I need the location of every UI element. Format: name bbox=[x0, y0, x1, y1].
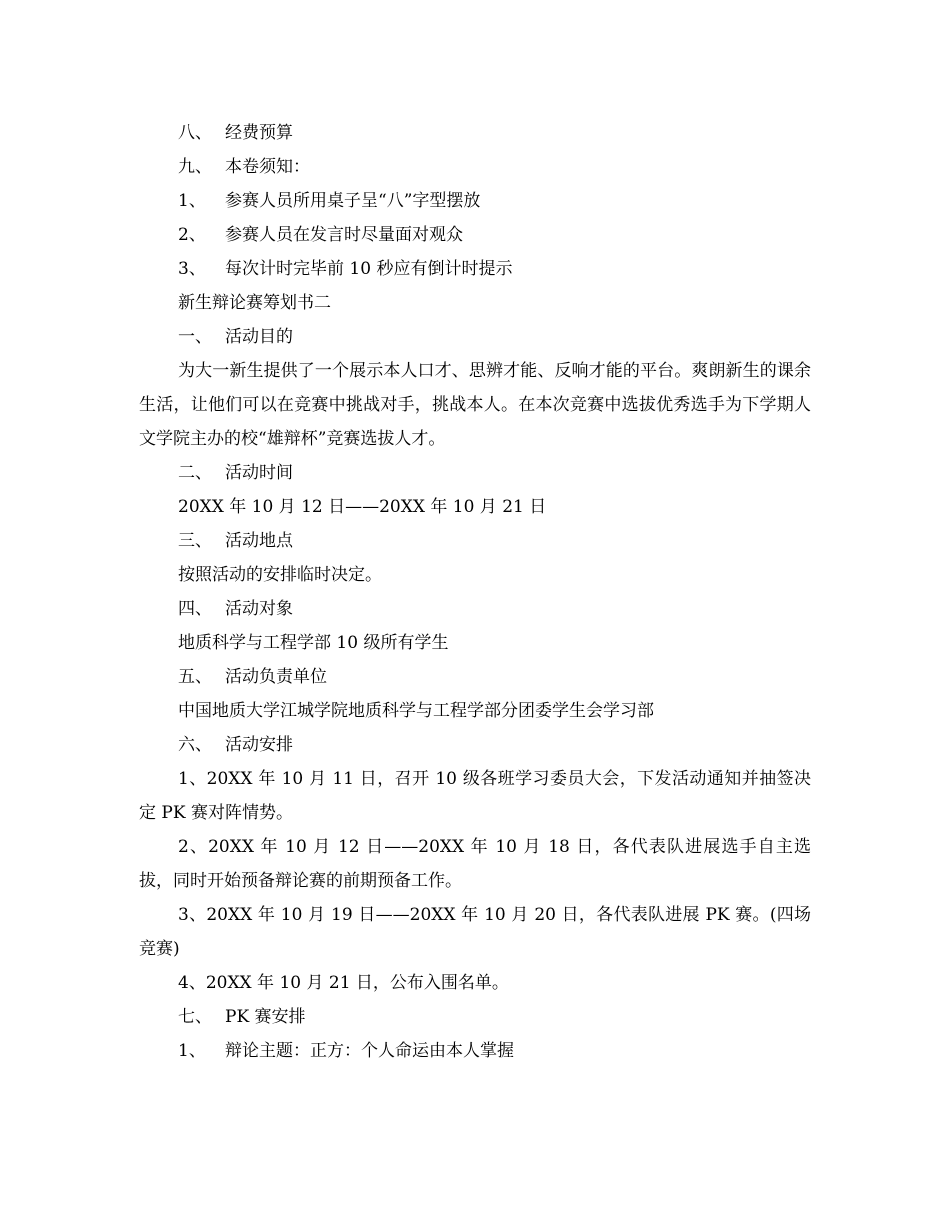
audience-text: 地质科学与工程学部 10 级所有学生 bbox=[178, 633, 449, 653]
time-text: 20XX 年 10 月 12 日——20XX 年 10 月 21 日 bbox=[178, 497, 547, 517]
section-heading-notes: 九、 本卷须知： bbox=[178, 157, 310, 177]
document-subtitle: 新生辩论赛筹划书二 bbox=[178, 293, 331, 313]
list-item-countdown: 3、 每次计时完毕前 10 秒应有倒计时提示 bbox=[178, 259, 513, 279]
section-heading-organizer: 五、 活动负责单位 bbox=[178, 667, 327, 687]
schedule-item-2: 2、20XX 年 10 月 12 日——20XX 年 10 月 18 日，各代表队进展选手自主选拔，同时开始预备辩论赛的前期预备工作。 bbox=[139, 837, 811, 891]
schedule-item-3: 3、20XX 年 10 月 19 日——20XX 年 10 月 20 日，各代表队进展 PK 赛。(四场竞赛) bbox=[139, 905, 811, 959]
section-heading-audience: 四、 活动对象 bbox=[178, 599, 293, 619]
section-heading-time: 二、 活动时间 bbox=[178, 463, 293, 483]
list-item-debate-topic: 1、 辩论主题：正方：个人命运由本人掌握 bbox=[178, 1041, 514, 1061]
schedule-item-1: 1、20XX 年 10 月 11 日，召开 10 级各班学习委员大会，下发活动通知并抽签决定 PK 赛对阵情势。 bbox=[139, 769, 811, 823]
document-body bbox=[139, 116, 811, 1068]
section-heading-purpose: 一、 活动目的 bbox=[178, 327, 293, 347]
section-heading-location: 三、 活动地点 bbox=[178, 531, 293, 551]
schedule-item-4: 4、20XX 年 10 月 21 日，公布入围名单。 bbox=[178, 973, 509, 993]
list-item-desks: 1、 参赛人员所用桌子呈“八”字型摆放 bbox=[178, 191, 481, 211]
section-heading-budget: 八、 经费预算 bbox=[178, 123, 293, 143]
section-heading-pk: 七、 PK 赛安排 bbox=[178, 1007, 306, 1027]
organizer-text: 中国地质大学江城学院地质科学与工程学部分团委学生会学习部 bbox=[178, 701, 654, 721]
purpose-paragraph: 为大一新生提供了一个展示本人口才、思辨才能、反响才能的平台。爽朗新生的课余生活，让他们可以在竞赛中挑战对手，挑战本人。在本次竞赛中选拔优秀选手为下学期人文学院主办的校“雄辩杯”竞赛选拔人才。 bbox=[139, 361, 811, 449]
section-heading-schedule: 六、 活动安排 bbox=[178, 735, 293, 755]
location-text: 按照活动的安排临时决定。 bbox=[178, 565, 382, 585]
list-item-face-audience: 2、 参赛人员在发言时尽量面对观众 bbox=[178, 225, 463, 245]
